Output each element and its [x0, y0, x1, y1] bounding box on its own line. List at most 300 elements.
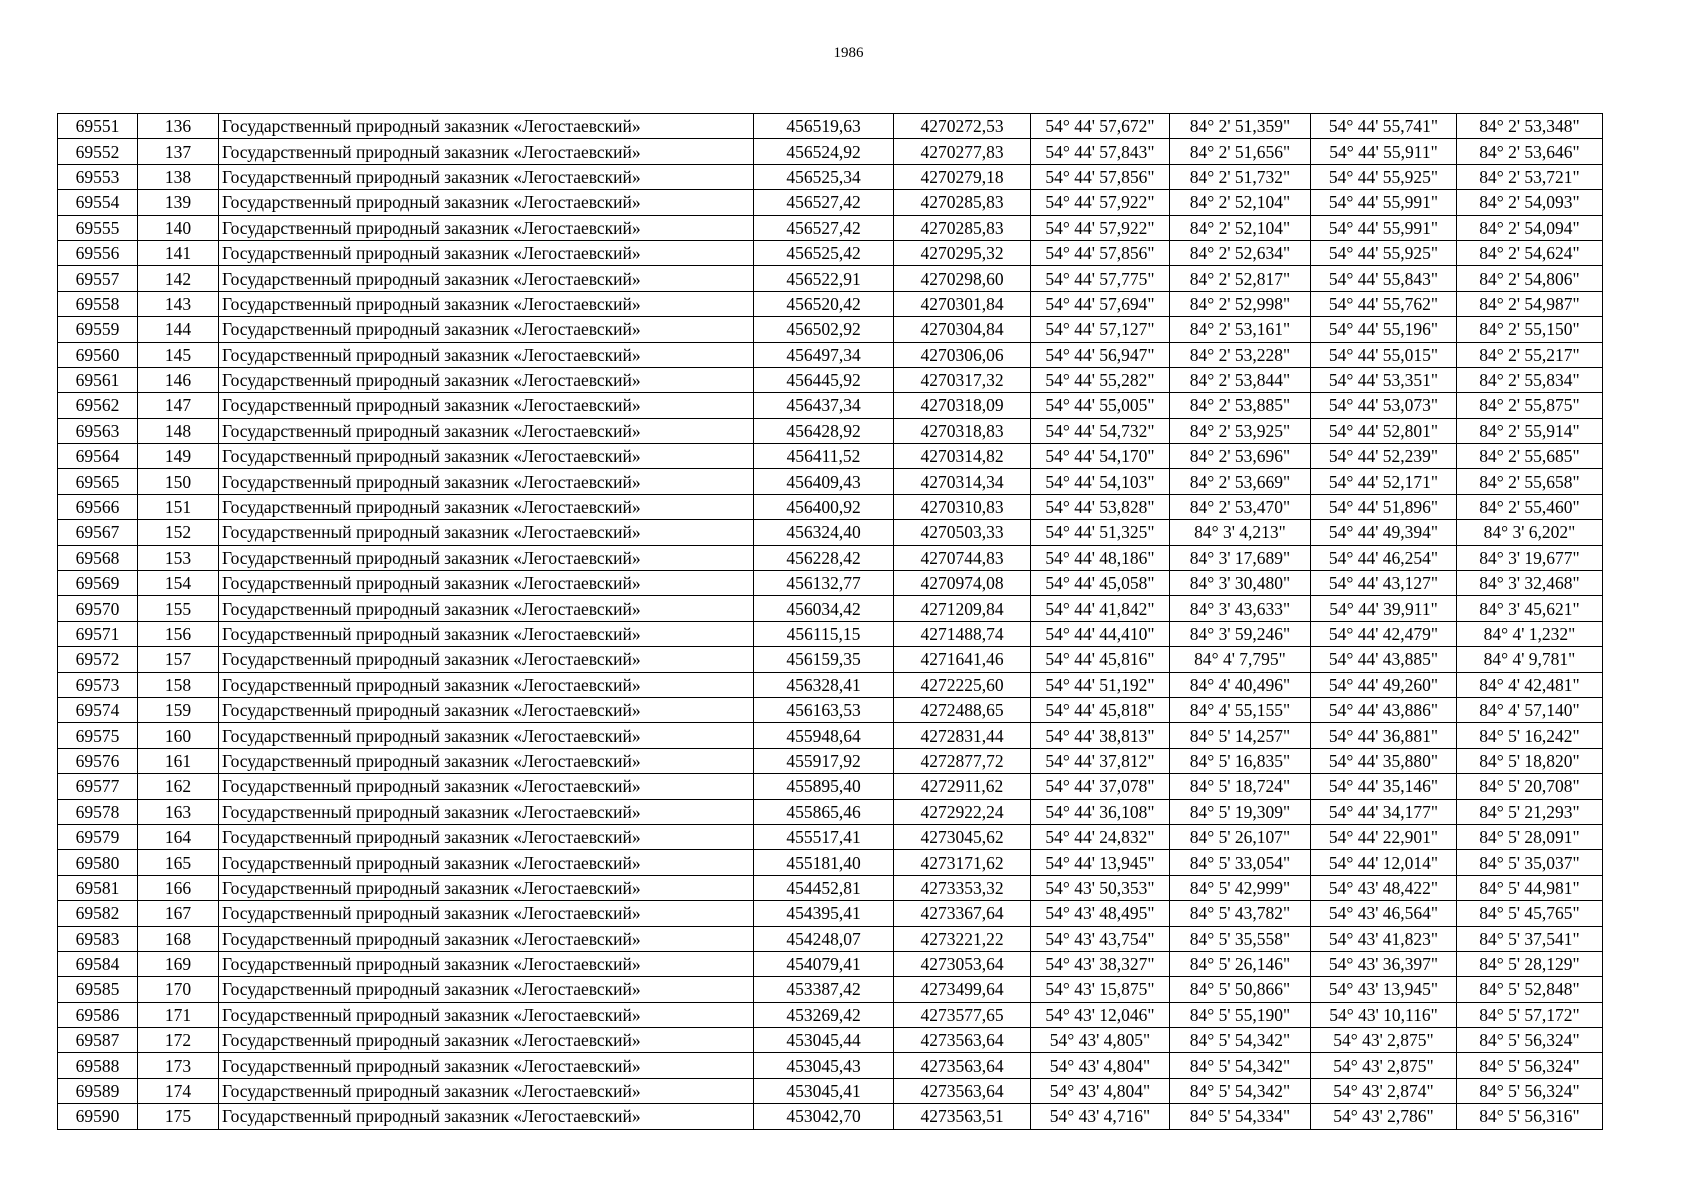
latitude-1-cell: 54° 44' 54,170" — [1031, 444, 1170, 469]
longitude-2-cell: 84° 2' 54,987" — [1457, 291, 1603, 316]
table-row — [58, 799, 1603, 824]
longitude-1-cell: 84° 2' 52,104" — [1170, 215, 1311, 240]
row-id-cell: 69560 — [58, 342, 138, 367]
y-coord-cell: 4272911,62 — [894, 774, 1031, 799]
longitude-2-cell: 84° 5' 21,293" — [1457, 799, 1603, 824]
latitude-1-cell: 54° 44' 54,103" — [1031, 469, 1170, 494]
x-coord-cell: 453042,70 — [754, 1104, 894, 1129]
row-id-cell: 69587 — [58, 1028, 138, 1053]
object-name-cell: Государственный природный заказник «Легостаевский» — [219, 571, 754, 596]
object-name-cell: Государственный природный заказник «Легостаевский» — [219, 977, 754, 1002]
table-row — [58, 1078, 1603, 1103]
latitude-2-cell: 54° 44' 36,881" — [1311, 723, 1457, 748]
x-coord-cell: 455917,92 — [754, 748, 894, 773]
latitude-1-cell: 54° 44' 37,812" — [1031, 748, 1170, 773]
y-coord-cell: 4270310,83 — [894, 494, 1031, 519]
longitude-2-cell: 84° 2' 55,834" — [1457, 367, 1603, 392]
latitude-1-cell: 54° 44' 55,282" — [1031, 367, 1170, 392]
table-row — [58, 621, 1603, 646]
longitude-1-cell: 84° 2' 53,161" — [1170, 317, 1311, 342]
x-coord-cell: 456400,92 — [754, 494, 894, 519]
table-row — [58, 469, 1603, 494]
latitude-2-cell: 54° 44' 55,925" — [1311, 164, 1457, 189]
point-number-cell: 161 — [138, 748, 219, 773]
page-number: 1986 — [833, 45, 864, 61]
y-coord-cell: 4270744,83 — [894, 545, 1031, 570]
longitude-1-cell: 84° 2' 52,104" — [1170, 190, 1311, 215]
longitude-1-cell: 84° 3' 59,246" — [1170, 621, 1311, 646]
table-row — [58, 697, 1603, 722]
row-id-cell: 69575 — [58, 723, 138, 748]
table-row — [58, 774, 1603, 799]
latitude-1-cell: 54° 43' 50,353" — [1031, 875, 1170, 900]
latitude-1-cell: 54° 44' 51,192" — [1031, 672, 1170, 697]
latitude-1-cell: 54° 43' 4,716" — [1031, 1104, 1170, 1129]
point-number-cell: 143 — [138, 291, 219, 316]
longitude-2-cell: 84° 2' 55,460" — [1457, 494, 1603, 519]
point-number-cell: 151 — [138, 494, 219, 519]
y-coord-cell: 4273563,51 — [894, 1104, 1031, 1129]
latitude-2-cell: 54° 43' 2,875" — [1311, 1053, 1457, 1078]
x-coord-cell: 456497,34 — [754, 342, 894, 367]
latitude-2-cell: 54° 44' 55,015" — [1311, 342, 1457, 367]
longitude-2-cell: 84° 5' 44,981" — [1457, 875, 1603, 900]
y-coord-cell: 4273367,64 — [894, 901, 1031, 926]
longitude-1-cell: 84° 4' 40,496" — [1170, 672, 1311, 697]
latitude-1-cell: 54° 44' 53,828" — [1031, 494, 1170, 519]
latitude-2-cell: 54° 44' 53,351" — [1311, 367, 1457, 392]
point-number-cell: 141 — [138, 240, 219, 265]
longitude-1-cell: 84° 5' 42,999" — [1170, 875, 1311, 900]
longitude-1-cell: 84° 2' 53,669" — [1170, 469, 1311, 494]
object-name-cell: Государственный природный заказник «Легостаевский» — [219, 901, 754, 926]
latitude-2-cell: 54° 43' 10,116" — [1311, 1002, 1457, 1027]
x-coord-cell: 456409,43 — [754, 469, 894, 494]
longitude-1-cell: 84° 2' 53,844" — [1170, 367, 1311, 392]
longitude-2-cell: 84° 5' 52,848" — [1457, 977, 1603, 1002]
y-coord-cell: 4273563,64 — [894, 1078, 1031, 1103]
latitude-2-cell: 54° 44' 55,925" — [1311, 240, 1457, 265]
x-coord-cell: 456527,42 — [754, 190, 894, 215]
longitude-2-cell: 84° 5' 28,129" — [1457, 951, 1603, 976]
latitude-1-cell: 54° 44' 55,005" — [1031, 393, 1170, 418]
latitude-2-cell: 54° 44' 43,127" — [1311, 571, 1457, 596]
row-id-cell: 69582 — [58, 901, 138, 926]
longitude-1-cell: 84° 3' 43,633" — [1170, 596, 1311, 621]
object-name-cell: Государственный природный заказник «Легостаевский» — [219, 114, 754, 139]
longitude-2-cell: 84° 5' 20,708" — [1457, 774, 1603, 799]
row-id-cell: 69555 — [58, 215, 138, 240]
latitude-2-cell: 54° 44' 52,801" — [1311, 418, 1457, 443]
longitude-2-cell: 84° 2' 55,658" — [1457, 469, 1603, 494]
table-row — [58, 393, 1603, 418]
latitude-2-cell: 54° 44' 55,911" — [1311, 139, 1457, 164]
row-id-cell: 69586 — [58, 1002, 138, 1027]
y-coord-cell: 4273045,62 — [894, 824, 1031, 849]
table-row — [58, 215, 1603, 240]
x-coord-cell: 456428,92 — [754, 418, 894, 443]
object-name-cell: Государственный природный заказник «Легостаевский» — [219, 1053, 754, 1078]
latitude-2-cell: 54° 43' 2,874" — [1311, 1078, 1457, 1103]
latitude-1-cell: 54° 44' 37,078" — [1031, 774, 1170, 799]
x-coord-cell: 453045,44 — [754, 1028, 894, 1053]
table-row — [58, 164, 1603, 189]
row-id-cell: 69577 — [58, 774, 138, 799]
row-id-cell: 69559 — [58, 317, 138, 342]
longitude-2-cell: 84° 5' 45,765" — [1457, 901, 1603, 926]
longitude-1-cell: 84° 2' 52,817" — [1170, 266, 1311, 291]
table-row — [58, 1104, 1603, 1129]
object-name-cell: Государственный природный заказник «Легостаевский» — [219, 926, 754, 951]
latitude-1-cell: 54° 44' 57,922" — [1031, 190, 1170, 215]
latitude-2-cell: 54° 44' 55,991" — [1311, 190, 1457, 215]
table-row — [58, 647, 1603, 672]
coordinates-table — [57, 113, 1603, 1130]
latitude-2-cell: 54° 44' 43,885" — [1311, 647, 1457, 672]
point-number-cell: 165 — [138, 850, 219, 875]
table-row — [58, 266, 1603, 291]
longitude-2-cell: 84° 2' 55,150" — [1457, 317, 1603, 342]
point-number-cell: 175 — [138, 1104, 219, 1129]
row-id-cell: 69551 — [58, 114, 138, 139]
row-id-cell: 69585 — [58, 977, 138, 1002]
longitude-1-cell: 84° 5' 50,866" — [1170, 977, 1311, 1002]
row-id-cell: 69558 — [58, 291, 138, 316]
row-id-cell: 69552 — [58, 139, 138, 164]
latitude-1-cell: 54° 43' 48,495" — [1031, 901, 1170, 926]
table-row — [58, 1053, 1603, 1078]
table-row — [58, 850, 1603, 875]
x-coord-cell: 455895,40 — [754, 774, 894, 799]
object-name-cell: Государственный природный заказник «Легостаевский» — [219, 444, 754, 469]
point-number-cell: 160 — [138, 723, 219, 748]
point-number-cell: 152 — [138, 520, 219, 545]
y-coord-cell: 4270318,09 — [894, 393, 1031, 418]
table-row — [58, 342, 1603, 367]
longitude-2-cell: 84° 4' 1,232" — [1457, 621, 1603, 646]
row-id-cell: 69567 — [58, 520, 138, 545]
y-coord-cell: 4273577,65 — [894, 1002, 1031, 1027]
longitude-2-cell: 84° 3' 19,677" — [1457, 545, 1603, 570]
latitude-1-cell: 54° 43' 4,804" — [1031, 1053, 1170, 1078]
y-coord-cell: 4273171,62 — [894, 850, 1031, 875]
table-row — [58, 748, 1603, 773]
object-name-cell: Государственный природный заказник «Легостаевский» — [219, 596, 754, 621]
y-coord-cell: 4272922,24 — [894, 799, 1031, 824]
x-coord-cell: 454079,41 — [754, 951, 894, 976]
longitude-1-cell: 84° 3' 30,480" — [1170, 571, 1311, 596]
latitude-1-cell: 54° 44' 51,325" — [1031, 520, 1170, 545]
longitude-1-cell: 84° 5' 54,342" — [1170, 1078, 1311, 1103]
y-coord-cell: 4270314,82 — [894, 444, 1031, 469]
x-coord-cell: 453269,42 — [754, 1002, 894, 1027]
y-coord-cell: 4270295,32 — [894, 240, 1031, 265]
row-id-cell: 69583 — [58, 926, 138, 951]
longitude-2-cell: 84° 2' 55,685" — [1457, 444, 1603, 469]
longitude-1-cell: 84° 4' 55,155" — [1170, 697, 1311, 722]
x-coord-cell: 456519,63 — [754, 114, 894, 139]
row-id-cell: 69584 — [58, 951, 138, 976]
point-number-cell: 149 — [138, 444, 219, 469]
y-coord-cell: 4273353,32 — [894, 875, 1031, 900]
latitude-2-cell: 54° 43' 13,945" — [1311, 977, 1457, 1002]
x-coord-cell: 456502,92 — [754, 317, 894, 342]
longitude-2-cell: 84° 2' 54,094" — [1457, 215, 1603, 240]
object-name-cell: Государственный природный заказник «Легостаевский» — [219, 393, 754, 418]
object-name-cell: Государственный природный заказник «Легостаевский» — [219, 367, 754, 392]
row-id-cell: 69566 — [58, 494, 138, 519]
row-id-cell: 69572 — [58, 647, 138, 672]
longitude-1-cell: 84° 5' 26,107" — [1170, 824, 1311, 849]
x-coord-cell: 456228,42 — [754, 545, 894, 570]
x-coord-cell: 455865,46 — [754, 799, 894, 824]
object-name-cell: Государственный природный заказник «Легостаевский» — [219, 723, 754, 748]
latitude-1-cell: 54° 44' 54,732" — [1031, 418, 1170, 443]
latitude-2-cell: 54° 44' 52,239" — [1311, 444, 1457, 469]
row-id-cell: 69579 — [58, 824, 138, 849]
latitude-2-cell: 54° 44' 55,762" — [1311, 291, 1457, 316]
table-row — [58, 824, 1603, 849]
longitude-1-cell: 84° 5' 54,342" — [1170, 1028, 1311, 1053]
x-coord-cell: 456328,41 — [754, 672, 894, 697]
longitude-1-cell: 84° 5' 55,190" — [1170, 1002, 1311, 1027]
y-coord-cell: 4272877,72 — [894, 748, 1031, 773]
x-coord-cell: 455517,41 — [754, 824, 894, 849]
object-name-cell: Государственный природный заказник «Легостаевский» — [219, 697, 754, 722]
point-number-cell: 150 — [138, 469, 219, 494]
x-coord-cell: 456034,42 — [754, 596, 894, 621]
longitude-2-cell: 84° 5' 57,172" — [1457, 1002, 1603, 1027]
y-coord-cell: 4270301,84 — [894, 291, 1031, 316]
longitude-2-cell: 84° 4' 42,481" — [1457, 672, 1603, 697]
row-id-cell: 69554 — [58, 190, 138, 215]
latitude-2-cell: 54° 44' 35,880" — [1311, 748, 1457, 773]
x-coord-cell: 456522,91 — [754, 266, 894, 291]
point-number-cell: 164 — [138, 824, 219, 849]
x-coord-cell: 456159,35 — [754, 647, 894, 672]
latitude-1-cell: 54° 44' 24,832" — [1031, 824, 1170, 849]
latitude-2-cell: 54° 44' 49,260" — [1311, 672, 1457, 697]
object-name-cell: Государственный природный заказник «Легостаевский» — [219, 139, 754, 164]
object-name-cell: Государственный природный заказник «Легостаевский» — [219, 799, 754, 824]
x-coord-cell: 454248,07 — [754, 926, 894, 951]
point-number-cell: 153 — [138, 545, 219, 570]
longitude-2-cell: 84° 2' 53,646" — [1457, 139, 1603, 164]
y-coord-cell: 4272225,60 — [894, 672, 1031, 697]
y-coord-cell: 4271209,84 — [894, 596, 1031, 621]
longitude-1-cell: 84° 5' 26,146" — [1170, 951, 1311, 976]
x-coord-cell: 456524,92 — [754, 139, 894, 164]
latitude-1-cell: 54° 44' 45,058" — [1031, 571, 1170, 596]
longitude-1-cell: 84° 2' 53,696" — [1170, 444, 1311, 469]
latitude-2-cell: 54° 44' 35,146" — [1311, 774, 1457, 799]
latitude-2-cell: 54° 44' 22,901" — [1311, 824, 1457, 849]
table-row — [58, 317, 1603, 342]
point-number-cell: 162 — [138, 774, 219, 799]
object-name-cell: Государственный природный заказник «Легостаевский» — [219, 418, 754, 443]
longitude-2-cell: 84° 2' 55,875" — [1457, 393, 1603, 418]
point-number-cell: 155 — [138, 596, 219, 621]
point-number-cell: 147 — [138, 393, 219, 418]
point-number-cell: 159 — [138, 697, 219, 722]
object-name-cell: Государственный природный заказник «Легостаевский» — [219, 469, 754, 494]
y-coord-cell: 4272488,65 — [894, 697, 1031, 722]
longitude-1-cell: 84° 2' 51,359" — [1170, 114, 1311, 139]
point-number-cell: 172 — [138, 1028, 219, 1053]
row-id-cell: 69578 — [58, 799, 138, 824]
table-row — [58, 875, 1603, 900]
x-coord-cell: 456527,42 — [754, 215, 894, 240]
row-id-cell: 69581 — [58, 875, 138, 900]
row-id-cell: 69570 — [58, 596, 138, 621]
latitude-2-cell: 54° 43' 41,823" — [1311, 926, 1457, 951]
x-coord-cell: 455948,64 — [754, 723, 894, 748]
longitude-1-cell: 84° 5' 19,309" — [1170, 799, 1311, 824]
table-row — [58, 901, 1603, 926]
longitude-1-cell: 84° 5' 54,334" — [1170, 1104, 1311, 1129]
row-id-cell: 69561 — [58, 367, 138, 392]
point-number-cell: 138 — [138, 164, 219, 189]
point-number-cell: 173 — [138, 1053, 219, 1078]
latitude-1-cell: 54° 44' 57,775" — [1031, 266, 1170, 291]
point-number-cell: 169 — [138, 951, 219, 976]
y-coord-cell: 4270974,08 — [894, 571, 1031, 596]
longitude-1-cell: 84° 2' 52,634" — [1170, 240, 1311, 265]
x-coord-cell: 456525,42 — [754, 240, 894, 265]
point-number-cell: 154 — [138, 571, 219, 596]
table-row — [58, 951, 1603, 976]
latitude-1-cell: 54° 44' 45,816" — [1031, 647, 1170, 672]
object-name-cell: Государственный природный заказник «Легостаевский» — [219, 1002, 754, 1027]
table-row — [58, 545, 1603, 570]
longitude-1-cell: 84° 5' 35,558" — [1170, 926, 1311, 951]
latitude-2-cell: 54° 43' 2,875" — [1311, 1028, 1457, 1053]
y-coord-cell: 4270272,53 — [894, 114, 1031, 139]
longitude-2-cell: 84° 5' 28,091" — [1457, 824, 1603, 849]
x-coord-cell: 456525,34 — [754, 164, 894, 189]
point-number-cell: 140 — [138, 215, 219, 240]
longitude-2-cell: 84° 5' 16,242" — [1457, 723, 1603, 748]
row-id-cell: 69580 — [58, 850, 138, 875]
latitude-2-cell: 54° 44' 43,886" — [1311, 697, 1457, 722]
object-name-cell: Государственный природный заказник «Легостаевский» — [219, 240, 754, 265]
x-coord-cell: 455181,40 — [754, 850, 894, 875]
latitude-1-cell: 54° 44' 44,410" — [1031, 621, 1170, 646]
object-name-cell: Государственный природный заказник «Легостаевский» — [219, 1104, 754, 1129]
object-name-cell: Государственный природный заказник «Легостаевский» — [219, 291, 754, 316]
table-row — [58, 291, 1603, 316]
latitude-1-cell: 54° 44' 57,694" — [1031, 291, 1170, 316]
longitude-1-cell: 84° 2' 53,885" — [1170, 393, 1311, 418]
row-id-cell: 69576 — [58, 748, 138, 773]
point-number-cell: 145 — [138, 342, 219, 367]
x-coord-cell: 456520,42 — [754, 291, 894, 316]
longitude-1-cell: 84° 5' 16,835" — [1170, 748, 1311, 773]
object-name-cell: Государственный природный заказник «Легостаевский» — [219, 494, 754, 519]
latitude-2-cell: 54° 44' 52,171" — [1311, 469, 1457, 494]
object-name-cell: Государственный природный заказник «Легостаевский» — [219, 164, 754, 189]
latitude-1-cell: 54° 44' 57,856" — [1031, 164, 1170, 189]
table-row — [58, 672, 1603, 697]
longitude-2-cell: 84° 2' 54,806" — [1457, 266, 1603, 291]
x-coord-cell: 456324,40 — [754, 520, 894, 545]
y-coord-cell: 4270277,83 — [894, 139, 1031, 164]
point-number-cell: 166 — [138, 875, 219, 900]
longitude-2-cell: 84° 3' 32,468" — [1457, 571, 1603, 596]
point-number-cell: 144 — [138, 317, 219, 342]
table-row — [58, 723, 1603, 748]
latitude-1-cell: 54° 43' 43,754" — [1031, 926, 1170, 951]
object-name-cell: Государственный природный заказник «Легостаевский» — [219, 672, 754, 697]
row-id-cell: 69562 — [58, 393, 138, 418]
object-name-cell: Государственный природный заказник «Легостаевский» — [219, 774, 754, 799]
x-coord-cell: 453387,42 — [754, 977, 894, 1002]
row-id-cell: 69574 — [58, 697, 138, 722]
latitude-2-cell: 54° 43' 48,422" — [1311, 875, 1457, 900]
longitude-2-cell: 84° 2' 55,914" — [1457, 418, 1603, 443]
row-id-cell: 69557 — [58, 266, 138, 291]
latitude-2-cell: 54° 44' 55,991" — [1311, 215, 1457, 240]
y-coord-cell: 4270285,83 — [894, 215, 1031, 240]
longitude-1-cell: 84° 4' 7,795" — [1170, 647, 1311, 672]
x-coord-cell: 453045,41 — [754, 1078, 894, 1103]
latitude-1-cell: 54° 43' 15,875" — [1031, 977, 1170, 1002]
object-name-cell: Государственный природный заказник «Легостаевский» — [219, 1078, 754, 1103]
y-coord-cell: 4271641,46 — [894, 647, 1031, 672]
y-coord-cell: 4270314,34 — [894, 469, 1031, 494]
point-number-cell: 156 — [138, 621, 219, 646]
table-row — [58, 1002, 1603, 1027]
table-body — [58, 114, 1603, 1130]
longitude-1-cell: 84° 5' 18,724" — [1170, 774, 1311, 799]
point-number-cell: 163 — [138, 799, 219, 824]
y-coord-cell: 4270318,83 — [894, 418, 1031, 443]
point-number-cell: 142 — [138, 266, 219, 291]
table-row — [58, 977, 1603, 1002]
latitude-2-cell: 54° 44' 12,014" — [1311, 850, 1457, 875]
longitude-1-cell: 84° 2' 51,732" — [1170, 164, 1311, 189]
latitude-1-cell: 54° 44' 56,947" — [1031, 342, 1170, 367]
latitude-2-cell: 54° 44' 42,479" — [1311, 621, 1457, 646]
latitude-1-cell: 54° 44' 57,672" — [1031, 114, 1170, 139]
longitude-2-cell: 84° 2' 53,721" — [1457, 164, 1603, 189]
y-coord-cell: 4273499,64 — [894, 977, 1031, 1002]
x-coord-cell: 456115,15 — [754, 621, 894, 646]
point-number-cell: 174 — [138, 1078, 219, 1103]
y-coord-cell: 4270285,83 — [894, 190, 1031, 215]
latitude-1-cell: 54° 44' 57,127" — [1031, 317, 1170, 342]
longitude-2-cell: 84° 5' 37,541" — [1457, 926, 1603, 951]
object-name-cell: Государственный природный заказник «Легостаевский» — [219, 342, 754, 367]
latitude-2-cell: 54° 44' 53,073" — [1311, 393, 1457, 418]
latitude-1-cell: 54° 44' 45,818" — [1031, 697, 1170, 722]
x-coord-cell: 456411,52 — [754, 444, 894, 469]
table-row — [58, 1028, 1603, 1053]
longitude-2-cell: 84° 2' 55,217" — [1457, 342, 1603, 367]
latitude-2-cell: 54° 44' 49,394" — [1311, 520, 1457, 545]
table-row — [58, 444, 1603, 469]
object-name-cell: Государственный природный заказник «Легостаевский» — [219, 520, 754, 545]
object-name-cell: Государственный природный заказник «Легостаевский» — [219, 824, 754, 849]
object-name-cell: Государственный природный заказник «Легостаевский» — [219, 647, 754, 672]
latitude-1-cell: 54° 43' 4,804" — [1031, 1078, 1170, 1103]
y-coord-cell: 4270317,32 — [894, 367, 1031, 392]
object-name-cell: Государственный природный заказник «Легостаевский» — [219, 215, 754, 240]
point-number-cell: 139 — [138, 190, 219, 215]
latitude-2-cell: 54° 44' 34,177" — [1311, 799, 1457, 824]
y-coord-cell: 4270304,84 — [894, 317, 1031, 342]
longitude-2-cell: 84° 4' 57,140" — [1457, 697, 1603, 722]
